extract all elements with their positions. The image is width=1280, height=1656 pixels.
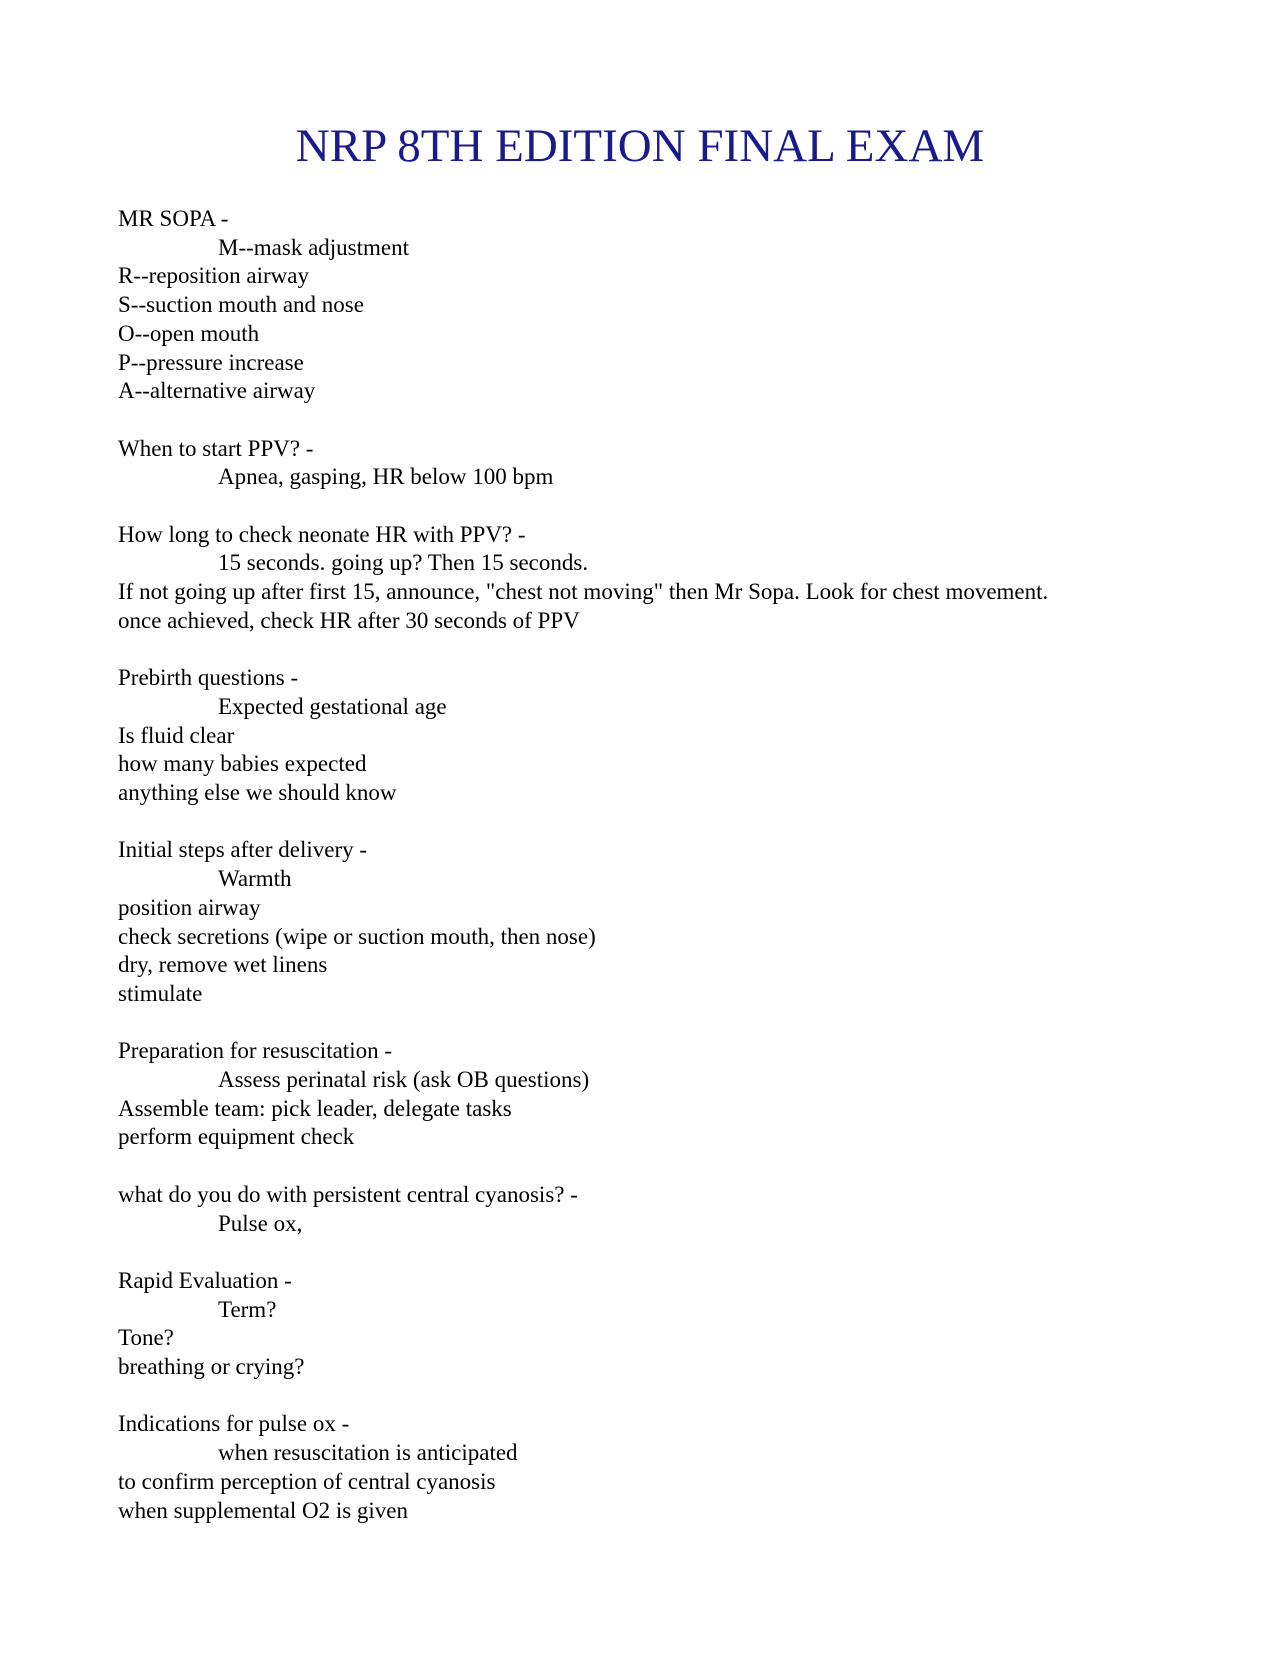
qa-item-start-ppv — [118, 435, 1218, 492]
answer-line: perform equipment check — [118, 1124, 355, 1150]
answer-line: O--open mouth — [118, 320, 260, 346]
question-text: How long to check neonate HR with PPV? - — [118, 521, 526, 547]
qa-item-rapid-evaluation — [118, 1267, 1218, 1382]
qa-item-check-hr — [118, 521, 1218, 636]
answer-line: P--pressure increase — [118, 349, 304, 375]
answer-line: when supplemental O2 is given — [118, 1497, 409, 1523]
answer-line: Assess perinatal risk (ask OB questions) — [218, 1067, 590, 1093]
answer-line: Assemble team: pick leader, delegate tasks — [118, 1095, 512, 1121]
qa-item-central-cyanosis — [118, 1181, 1218, 1238]
answer-line: Pulse ox, — [218, 1210, 303, 1236]
answer-line: Term? — [218, 1296, 277, 1322]
answer-line: Apnea, gasping, HR below 100 bpm — [218, 464, 554, 490]
answer-line: when resuscitation is anticipated — [218, 1440, 518, 1466]
answer-line: If not going up after first 15, announce, "chest not moving" then Mr Sopa. Look for chest movement. — [118, 579, 1049, 605]
answer-line: dry, remove wet linens — [118, 952, 328, 978]
question-text: Initial steps after delivery - — [118, 837, 368, 863]
question-text: Prebirth questions - — [118, 665, 299, 691]
answer-line: stimulate — [118, 980, 203, 1006]
answer-line: A--alternative airway — [118, 378, 316, 404]
answer-line: S--suction mouth and nose — [118, 292, 364, 318]
answer-line: to confirm perception of central cyanosis — [118, 1468, 496, 1494]
question-text: Preparation for resuscitation - — [118, 1038, 392, 1064]
answer-line: position airway — [118, 894, 261, 920]
question-text: what do you do with persistent central cyanosis? - — [118, 1181, 578, 1207]
qa-item-preparation — [118, 1037, 1218, 1152]
answer-line: once achieved, check HR after 30 seconds of PPV — [118, 607, 580, 633]
question-text: MR SOPA - — [118, 206, 229, 231]
qa-item-pulse-ox-indications — [118, 1410, 1218, 1525]
question-text: Rapid Evaluation - — [118, 1267, 292, 1293]
answer-line: Tone? — [118, 1325, 174, 1351]
answer-line: breathing or crying? — [118, 1354, 305, 1380]
answer-line: M--mask adjustment — [218, 234, 409, 260]
page-title: NRP 8TH EDITION FINAL EXAM — [295, 120, 985, 172]
answer-line: Warmth — [218, 866, 292, 892]
qa-item-mr-sopa — [118, 205, 1218, 406]
answer-line: how many babies expected — [118, 751, 367, 777]
answer-line: check secretions (wipe or suction mouth, then nose) — [118, 923, 596, 949]
answer-line: R--reposition airway — [118, 263, 309, 289]
qa-item-initial-steps — [118, 836, 1218, 1008]
qa-item-prebirth-questions — [118, 664, 1218, 808]
answer-line: Is fluid clear — [118, 722, 235, 748]
document-body — [118, 205, 1218, 1554]
answer-line: anything else we should know — [118, 780, 397, 806]
answer-line: Expected gestational age — [218, 693, 447, 719]
answer-line: 15 seconds. going up? Then 15 seconds. — [218, 550, 589, 576]
question-text: When to start PPV? - — [118, 435, 314, 461]
question-text: Indications for pulse ox - — [118, 1411, 350, 1437]
